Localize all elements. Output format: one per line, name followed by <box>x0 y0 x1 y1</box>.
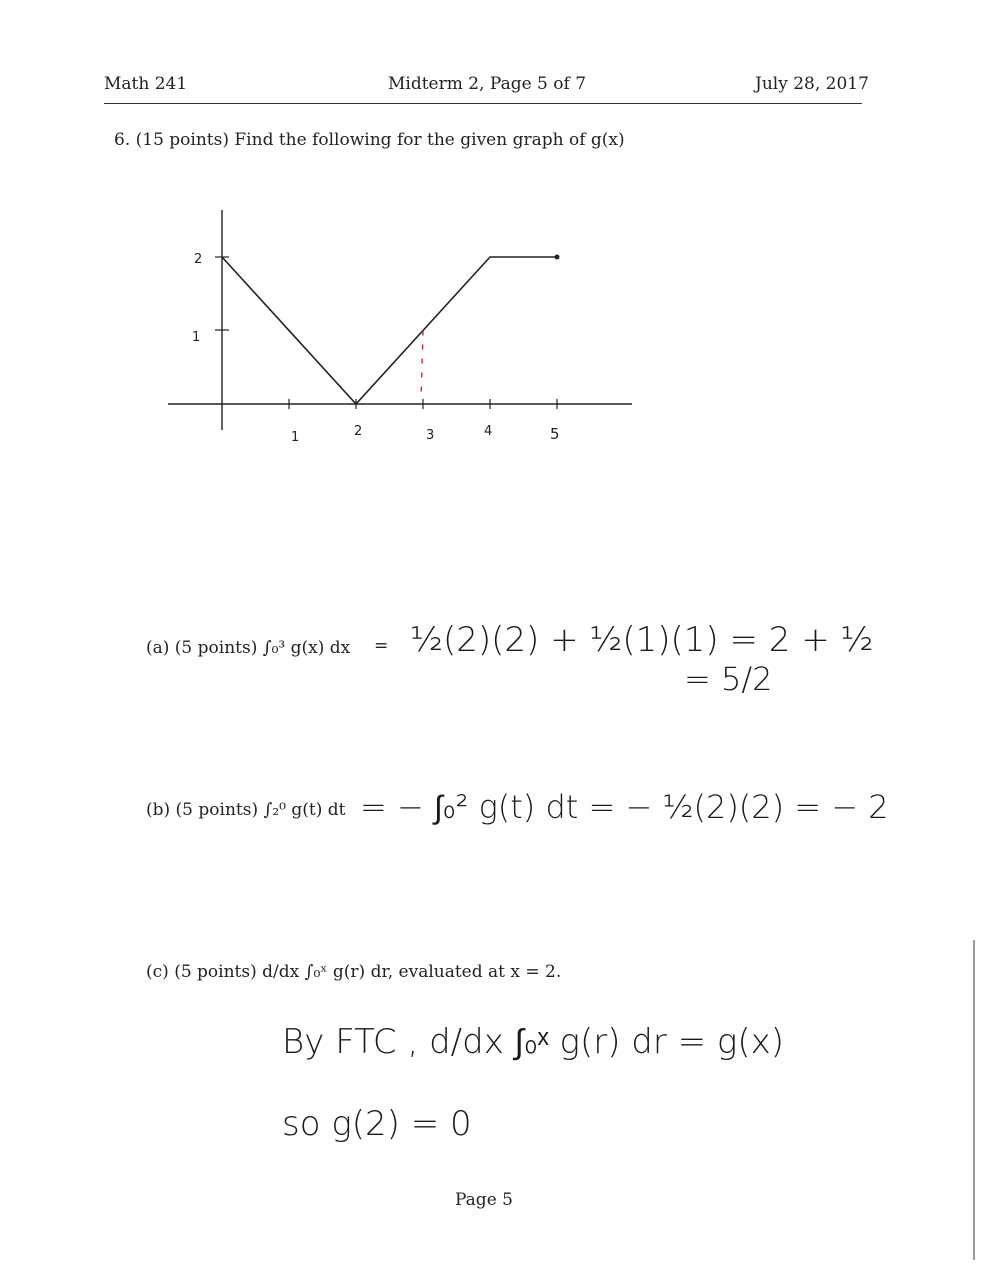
header-exam: Midterm 2, Page 5 of 7 <box>388 74 587 94</box>
part-b-prompt: (b) (5 points) ∫₂⁰ g(t) dt <box>146 800 346 820</box>
x-label-4: 4 <box>484 424 493 439</box>
x-label-3: 3 <box>426 428 435 443</box>
part-c-prompt: (c) (5 points) d/dx ∫₀ˣ g(r) dr, evaluated at x = 2. <box>146 962 562 982</box>
graph-of-g <box>160 205 640 445</box>
part-a-answer-line1: ½(2)(2) + ½(1)(1) = 2 + ½ <box>410 620 874 660</box>
g-curve <box>222 257 557 404</box>
red-dashed-marker <box>421 331 423 401</box>
header-date: July 28, 2017 <box>755 74 869 94</box>
part-a-prompt: (a) (5 points) ∫₀³ g(x) dx <box>146 638 351 658</box>
part-a-answer-line2: = 5/2 <box>684 660 773 698</box>
part-c-answer-line2: so g(2) = 0 <box>282 1104 472 1144</box>
scan-margin-line <box>973 940 975 1260</box>
header-course: Math 241 <box>104 74 188 94</box>
x-label-2: 2 <box>354 424 363 439</box>
question-text: 6. (15 points) Find the following for the given graph of g(x) <box>114 130 625 150</box>
part-b-answer: = − ∫₀² g(t) dt = − ½(2)(2) = − 2 <box>360 788 889 826</box>
g-endpoint-dot <box>555 255 560 260</box>
x-label-1: 1 <box>291 430 300 445</box>
part-a-equals: = <box>374 636 389 656</box>
part-c-answer-line1: By FTC , d/dx ∫₀ˣ g(r) dr = g(x) <box>282 1022 784 1062</box>
header-rule <box>104 103 862 104</box>
y-label-2: 2 <box>194 252 203 267</box>
y-label-1: 1 <box>192 330 201 345</box>
page-footer: Page 5 <box>455 1190 513 1210</box>
x-label-5: 5 <box>550 425 560 443</box>
